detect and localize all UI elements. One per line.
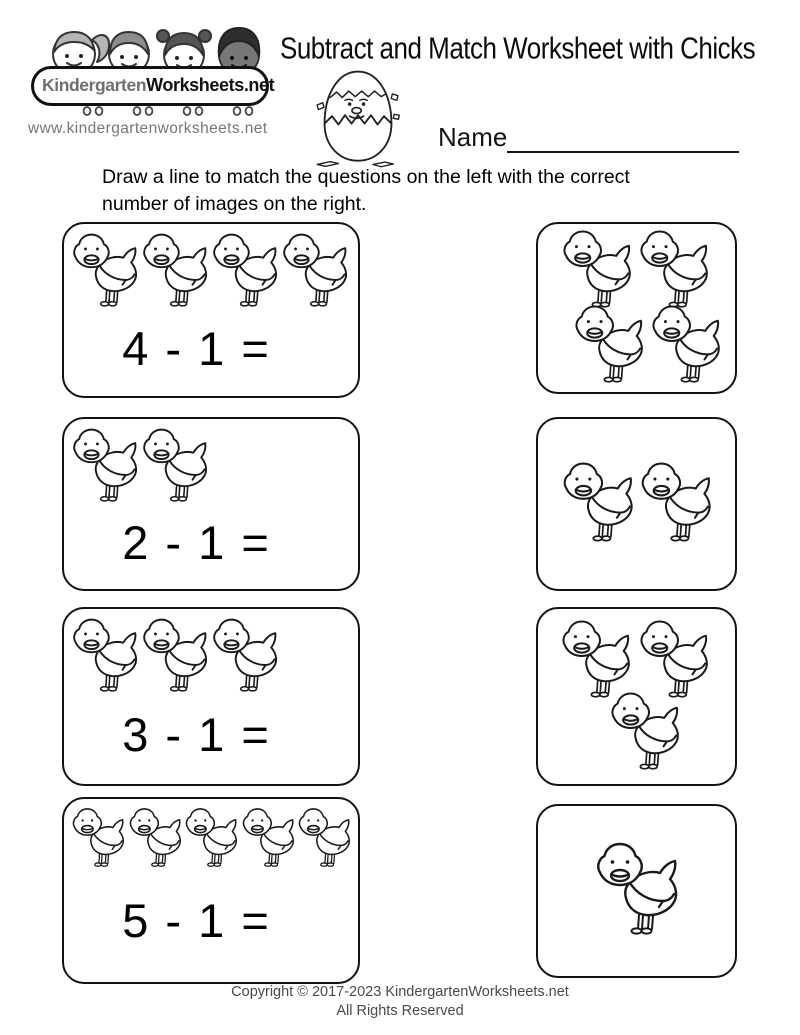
instructions-line-1: Draw a line to match the questions on the left with the correct <box>102 166 630 188</box>
name-line <box>507 127 739 153</box>
chick-image <box>140 232 210 312</box>
name-row <box>438 122 739 153</box>
chick-image <box>638 461 714 547</box>
footer-rights: All Rights Reserved <box>336 1002 464 1019</box>
chick-image <box>70 617 140 697</box>
brand-text-black: Worksheets.net <box>146 75 275 95</box>
chick-image <box>560 229 634 313</box>
answer-chicks <box>538 806 735 976</box>
footer <box>0 983 800 1021</box>
chick-image <box>127 807 184 871</box>
brand-text-gray: Kindergarten <box>42 75 147 95</box>
answer-card-3 <box>536 607 737 786</box>
expression-label: 2 - 1 = <box>122 515 271 569</box>
answer-chicks <box>538 609 735 784</box>
site-url: www.kindergartenworksheets.net <box>28 120 268 137</box>
chick-image <box>560 461 636 547</box>
expression-label: 5 - 1 = <box>122 894 271 947</box>
chick-image <box>210 617 280 697</box>
chick-image <box>210 232 280 312</box>
logo-banner <box>31 66 275 106</box>
footer-copyright: Copyright © 2017-2023 KindergartenWorksheets.net <box>231 984 569 1000</box>
chick-image <box>608 691 682 775</box>
chick-image <box>70 232 140 312</box>
chick-row <box>70 807 353 871</box>
problem-card-3 <box>62 607 360 786</box>
chick-image <box>70 807 127 871</box>
problem-card-1 <box>62 222 360 398</box>
chick-image <box>280 232 350 312</box>
chick-image <box>649 304 723 388</box>
logo <box>28 18 275 138</box>
chick-image <box>593 841 681 941</box>
chick-image <box>140 617 210 697</box>
chick-image <box>296 807 353 871</box>
chick-image <box>183 807 240 871</box>
chick-row <box>70 232 353 312</box>
answer-chicks <box>538 419 735 589</box>
chick-image <box>637 229 711 313</box>
problem-card-2 <box>62 417 360 591</box>
answer-card-4 <box>536 804 737 978</box>
chick-row <box>70 427 353 507</box>
hatching-egg-icon <box>306 66 410 170</box>
chick-image <box>70 427 140 507</box>
chick-image <box>140 427 210 507</box>
chick-row <box>70 617 353 697</box>
page-title: Subtract and Match Worksheet with Chicks <box>280 30 756 66</box>
answer-card-2 <box>536 417 737 591</box>
chick-image <box>572 304 646 388</box>
name-label: Name <box>438 122 508 152</box>
answer-chicks <box>538 224 735 392</box>
expression-label: 3 - 1 = <box>122 708 271 761</box>
instructions-line-2: number of images on the right. <box>102 192 367 215</box>
answer-card-1 <box>536 222 737 394</box>
expression-label: 4 - 1 = <box>122 321 271 375</box>
kids-feet-image <box>31 106 269 118</box>
chick-image <box>240 807 297 871</box>
instructions <box>102 164 630 218</box>
problem-card-4 <box>62 797 360 984</box>
